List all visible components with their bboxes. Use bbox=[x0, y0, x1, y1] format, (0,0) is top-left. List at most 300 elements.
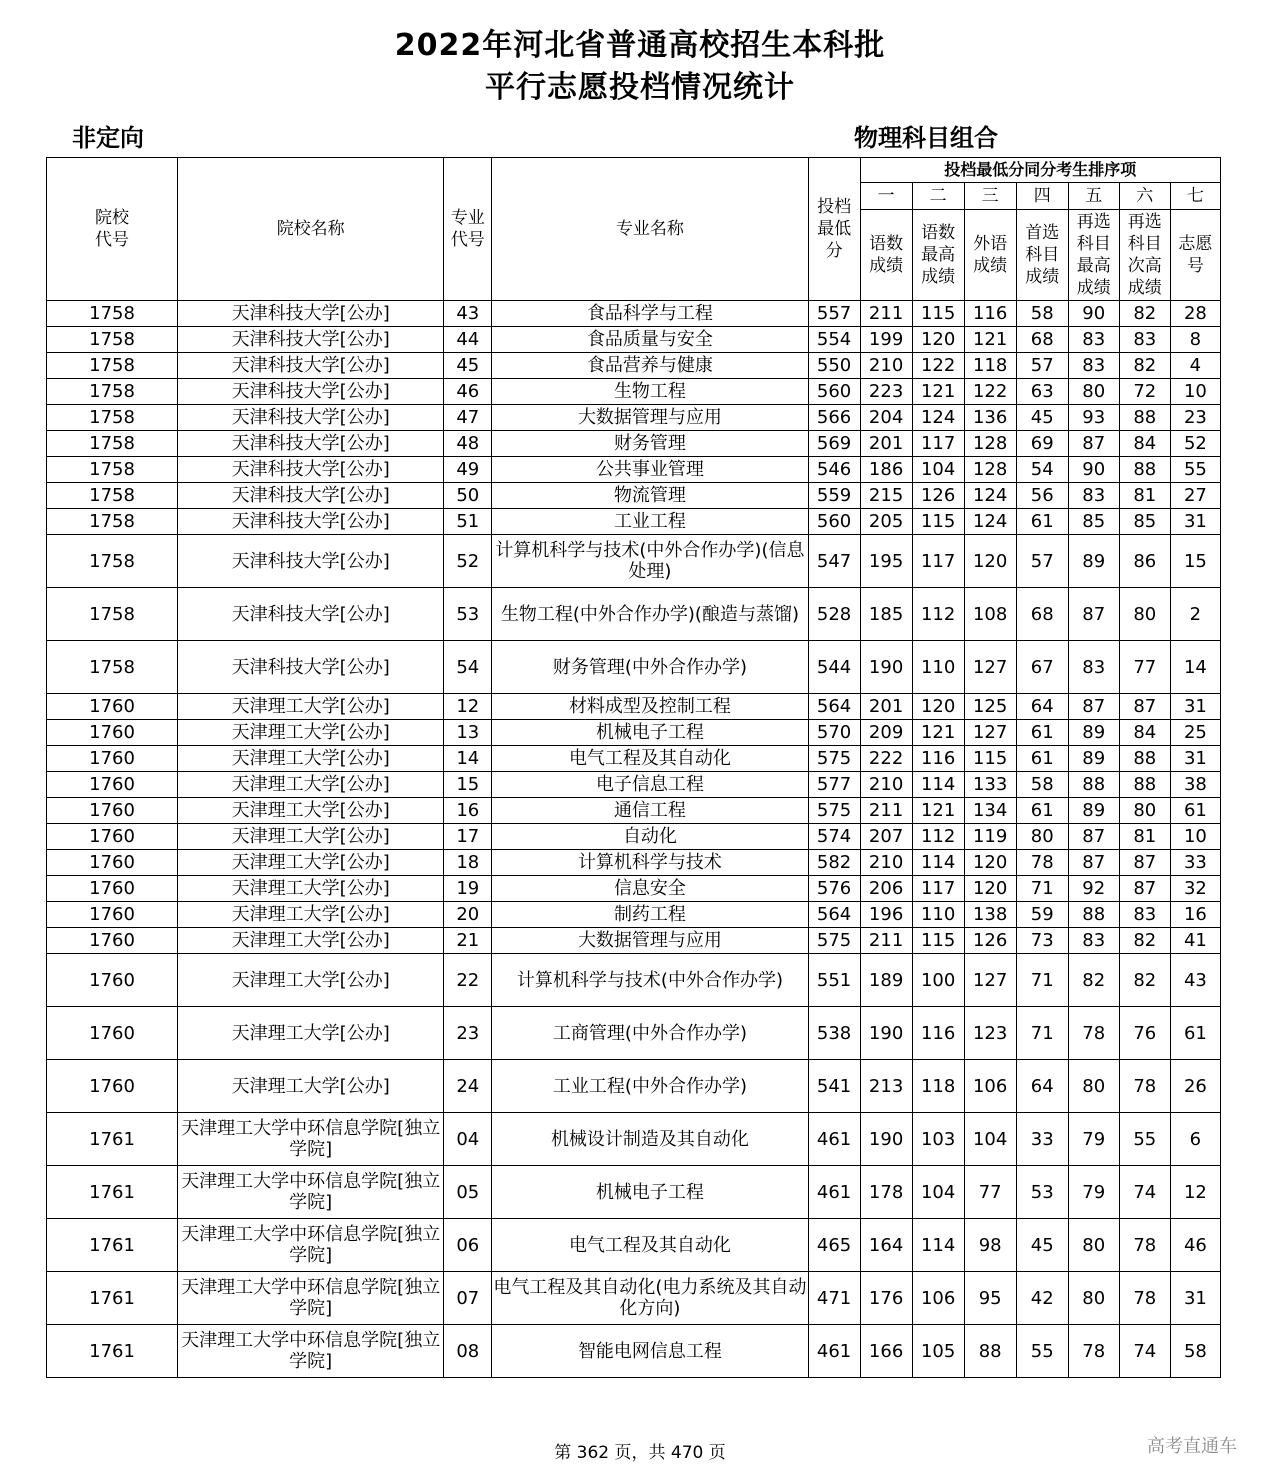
major-code-cell: 49 bbox=[444, 457, 492, 483]
major-name-cell: 财务管理 bbox=[492, 431, 808, 457]
major-name-cell: 食品科学与工程 bbox=[492, 301, 808, 327]
tiebreak-cell: 210 bbox=[860, 353, 912, 379]
tiebreak-cell: 55 bbox=[1016, 1325, 1068, 1378]
school-name-cell: 天津理工大学中环信息学院[独立学院] bbox=[178, 1113, 444, 1166]
school-code-cell: 1758 bbox=[47, 327, 178, 353]
tiebreak-cell: 103 bbox=[912, 1113, 964, 1166]
tiebreak-cell: 116 bbox=[912, 746, 964, 772]
tiebreak-cell: 87 bbox=[1119, 694, 1170, 720]
table-row bbox=[47, 928, 1221, 954]
tiebreak-cell: 6 bbox=[1170, 1113, 1220, 1166]
min-score-cell: 461 bbox=[808, 1166, 860, 1219]
major-name-cell: 材料成型及控制工程 bbox=[492, 694, 808, 720]
tiebreak-cell: 82 bbox=[1119, 954, 1170, 1007]
min-score-cell: 546 bbox=[808, 457, 860, 483]
major-code-cell: 46 bbox=[444, 379, 492, 405]
major-name-cell: 电气工程及其自动化 bbox=[492, 746, 808, 772]
min-score-cell: 559 bbox=[808, 483, 860, 509]
table-row bbox=[47, 431, 1221, 457]
tiebreak-cell: 10 bbox=[1170, 824, 1220, 850]
tiebreak-cell: 110 bbox=[912, 902, 964, 928]
tiebreak-cell: 190 bbox=[860, 1007, 912, 1060]
major-name-cell: 生物工程 bbox=[492, 379, 808, 405]
school-name-cell: 天津理工大学[公办] bbox=[178, 1060, 444, 1113]
table-row bbox=[47, 353, 1221, 379]
tiebreak-cell: 189 bbox=[860, 954, 912, 1007]
tiebreak-cell: 16 bbox=[1170, 902, 1220, 928]
major-code-cell: 17 bbox=[444, 824, 492, 850]
school-name-cell: 天津理工大学[公办] bbox=[178, 1007, 444, 1060]
tiebreak-cell: 199 bbox=[860, 327, 912, 353]
tiebreak-cell: 88 bbox=[964, 1325, 1016, 1378]
tiebreak-cell: 82 bbox=[1119, 928, 1170, 954]
tiebreak-cell: 213 bbox=[860, 1060, 912, 1113]
major-name-cell: 食品质量与安全 bbox=[492, 327, 808, 353]
min-score-cell: 465 bbox=[808, 1219, 860, 1272]
major-name-cell: 大数据管理与应用 bbox=[492, 928, 808, 954]
tiebreak-cell: 120 bbox=[912, 327, 964, 353]
table-row bbox=[47, 457, 1221, 483]
major-code-cell: 24 bbox=[444, 1060, 492, 1113]
table-row bbox=[47, 641, 1221, 694]
tiebreak-cell: 26 bbox=[1170, 1060, 1220, 1113]
tiebreak-cell: 133 bbox=[964, 772, 1016, 798]
min-score-cell: 564 bbox=[808, 694, 860, 720]
school-code-cell: 1761 bbox=[47, 1325, 178, 1378]
tiebreak-cell: 68 bbox=[1016, 588, 1068, 641]
tiebreak-cell: 92 bbox=[1068, 876, 1119, 902]
tiebreak-cell: 82 bbox=[1068, 954, 1119, 1007]
tiebreak-cell: 89 bbox=[1068, 535, 1119, 588]
header-num: 一 bbox=[860, 183, 912, 210]
page-footer: 第 362 页，共 470 页 bbox=[554, 1443, 726, 1463]
tiebreak-cell: 80 bbox=[1068, 379, 1119, 405]
tiebreak-cell: 45 bbox=[1016, 1219, 1068, 1272]
tiebreak-cell: 57 bbox=[1016, 353, 1068, 379]
min-score-cell: 471 bbox=[808, 1272, 860, 1325]
tiebreak-cell: 23 bbox=[1170, 405, 1220, 431]
tiebreak-cell: 201 bbox=[860, 694, 912, 720]
school-code-cell: 1760 bbox=[47, 746, 178, 772]
major-code-cell: 47 bbox=[444, 405, 492, 431]
tiebreak-cell: 78 bbox=[1016, 850, 1068, 876]
table-row bbox=[47, 746, 1221, 772]
tiebreak-cell: 46 bbox=[1170, 1219, 1220, 1272]
tiebreak-cell: 211 bbox=[860, 798, 912, 824]
tiebreak-cell: 74 bbox=[1119, 1325, 1170, 1378]
header-sub: 语数最高成绩 bbox=[912, 210, 964, 301]
tiebreak-cell: 127 bbox=[964, 641, 1016, 694]
major-name-cell: 食品营养与健康 bbox=[492, 353, 808, 379]
header-school-code: 院校代号 bbox=[47, 158, 178, 301]
tiebreak-cell: 87 bbox=[1119, 876, 1170, 902]
tiebreak-cell: 126 bbox=[912, 483, 964, 509]
tiebreak-cell: 55 bbox=[1119, 1113, 1170, 1166]
tiebreak-cell: 223 bbox=[860, 379, 912, 405]
tiebreak-cell: 31 bbox=[1170, 1272, 1220, 1325]
major-code-cell: 21 bbox=[444, 928, 492, 954]
tiebreak-cell: 93 bbox=[1068, 405, 1119, 431]
tiebreak-cell: 58 bbox=[1016, 301, 1068, 327]
tiebreak-cell: 12 bbox=[1170, 1166, 1220, 1219]
tiebreak-cell: 77 bbox=[964, 1166, 1016, 1219]
tiebreak-cell: 89 bbox=[1068, 798, 1119, 824]
tiebreak-cell: 33 bbox=[1016, 1113, 1068, 1166]
tiebreak-cell: 80 bbox=[1016, 824, 1068, 850]
tiebreak-cell: 120 bbox=[912, 694, 964, 720]
tiebreak-cell: 83 bbox=[1119, 902, 1170, 928]
table-row bbox=[47, 850, 1221, 876]
tiebreak-cell: 120 bbox=[964, 876, 1016, 902]
tiebreak-cell: 68 bbox=[1016, 327, 1068, 353]
tiebreak-cell: 54 bbox=[1016, 457, 1068, 483]
tiebreak-cell: 210 bbox=[860, 772, 912, 798]
tiebreak-cell: 110 bbox=[912, 641, 964, 694]
major-code-cell: 53 bbox=[444, 588, 492, 641]
major-name-cell: 电气工程及其自动化 bbox=[492, 1219, 808, 1272]
table-row bbox=[47, 379, 1221, 405]
major-name-cell: 生物工程(中外合作办学)(酿造与蒸馏) bbox=[492, 588, 808, 641]
tiebreak-cell: 122 bbox=[964, 379, 1016, 405]
tiebreak-cell: 105 bbox=[912, 1325, 964, 1378]
tiebreak-cell: 115 bbox=[912, 928, 964, 954]
min-score-cell: 461 bbox=[808, 1113, 860, 1166]
tiebreak-cell: 85 bbox=[1119, 509, 1170, 535]
tiebreak-cell: 222 bbox=[860, 746, 912, 772]
tiebreak-cell: 31 bbox=[1170, 746, 1220, 772]
tiebreak-cell: 128 bbox=[964, 431, 1016, 457]
tiebreak-cell: 14 bbox=[1170, 641, 1220, 694]
header-major-code: 专业代号 bbox=[444, 158, 492, 301]
tiebreak-cell: 206 bbox=[860, 876, 912, 902]
header-num: 三 bbox=[964, 183, 1016, 210]
header-sub: 语数成绩 bbox=[860, 210, 912, 301]
tiebreak-cell: 124 bbox=[964, 483, 1016, 509]
tiebreak-cell: 124 bbox=[964, 509, 1016, 535]
school-code-cell: 1760 bbox=[47, 954, 178, 1007]
tiebreak-cell: 63 bbox=[1016, 379, 1068, 405]
school-code-cell: 1758 bbox=[47, 301, 178, 327]
header-min-score: 投档最低分 bbox=[808, 158, 860, 301]
tiebreak-cell: 118 bbox=[912, 1060, 964, 1113]
tiebreak-cell: 88 bbox=[1068, 772, 1119, 798]
tiebreak-cell: 78 bbox=[1068, 1325, 1119, 1378]
tiebreak-cell: 88 bbox=[1119, 457, 1170, 483]
min-score-cell: 547 bbox=[808, 535, 860, 588]
school-name-cell: 天津科技大学[公办] bbox=[178, 379, 444, 405]
tiebreak-cell: 104 bbox=[912, 457, 964, 483]
header-num: 二 bbox=[912, 183, 964, 210]
school-code-cell: 1760 bbox=[47, 694, 178, 720]
tiebreak-cell: 64 bbox=[1016, 1060, 1068, 1113]
tiebreak-cell: 76 bbox=[1119, 1007, 1170, 1060]
watermark: 高考直通车 bbox=[1147, 1436, 1237, 1457]
tiebreak-cell: 43 bbox=[1170, 954, 1220, 1007]
school-code-cell: 1758 bbox=[47, 431, 178, 457]
tiebreak-cell: 195 bbox=[860, 535, 912, 588]
major-code-cell: 54 bbox=[444, 641, 492, 694]
tiebreak-cell: 83 bbox=[1068, 353, 1119, 379]
school-name-cell: 天津理工大学[公办] bbox=[178, 876, 444, 902]
school-code-cell: 1758 bbox=[47, 405, 178, 431]
school-name-cell: 天津理工大学[公办] bbox=[178, 902, 444, 928]
tiebreak-cell: 117 bbox=[912, 431, 964, 457]
major-code-cell: 12 bbox=[444, 694, 492, 720]
tiebreak-cell: 61 bbox=[1016, 720, 1068, 746]
category-label: 非定向 bbox=[72, 124, 144, 152]
tiebreak-cell: 53 bbox=[1016, 1166, 1068, 1219]
school-code-cell: 1758 bbox=[47, 509, 178, 535]
school-code-cell: 1760 bbox=[47, 798, 178, 824]
table-row bbox=[47, 876, 1221, 902]
tiebreak-cell: 8 bbox=[1170, 327, 1220, 353]
tiebreak-cell: 127 bbox=[964, 954, 1016, 1007]
tiebreak-cell: 121 bbox=[912, 720, 964, 746]
tiebreak-cell: 121 bbox=[912, 798, 964, 824]
school-code-cell: 1758 bbox=[47, 379, 178, 405]
major-name-cell: 智能电网信息工程 bbox=[492, 1325, 808, 1378]
school-name-cell: 天津科技大学[公办] bbox=[178, 301, 444, 327]
page-title-line-1: 2022年河北省普通高校招生本科批 bbox=[394, 28, 886, 63]
school-name-cell: 天津科技大学[公办] bbox=[178, 353, 444, 379]
school-name-cell: 天津科技大学[公办] bbox=[178, 405, 444, 431]
tiebreak-cell: 89 bbox=[1068, 746, 1119, 772]
tiebreak-cell: 127 bbox=[964, 720, 1016, 746]
min-score-cell: 574 bbox=[808, 824, 860, 850]
tiebreak-cell: 185 bbox=[860, 588, 912, 641]
school-code-cell: 1758 bbox=[47, 641, 178, 694]
tiebreak-cell: 61 bbox=[1170, 798, 1220, 824]
major-name-cell: 电气工程及其自动化(电力系统及其自动化方向) bbox=[492, 1272, 808, 1325]
tiebreak-cell: 72 bbox=[1119, 379, 1170, 405]
header-num: 六 bbox=[1119, 183, 1170, 210]
table-row bbox=[47, 483, 1221, 509]
tiebreak-cell: 57 bbox=[1016, 535, 1068, 588]
table-row bbox=[47, 301, 1221, 327]
school-code-cell: 1758 bbox=[47, 483, 178, 509]
tiebreak-cell: 28 bbox=[1170, 301, 1220, 327]
school-code-cell: 1760 bbox=[47, 824, 178, 850]
min-score-cell: 575 bbox=[808, 798, 860, 824]
tiebreak-cell: 104 bbox=[912, 1166, 964, 1219]
tiebreak-cell: 126 bbox=[964, 928, 1016, 954]
tiebreak-cell: 41 bbox=[1170, 928, 1220, 954]
major-name-cell: 计算机科学与技术 bbox=[492, 850, 808, 876]
major-name-cell: 机械设计制造及其自动化 bbox=[492, 1113, 808, 1166]
major-name-cell: 工业工程(中外合作办学) bbox=[492, 1060, 808, 1113]
header-num: 四 bbox=[1016, 183, 1068, 210]
tiebreak-cell: 205 bbox=[860, 509, 912, 535]
tiebreak-cell: 86 bbox=[1119, 535, 1170, 588]
school-name-cell: 天津理工大学[公办] bbox=[178, 720, 444, 746]
school-name-cell: 天津理工大学中环信息学院[独立学院] bbox=[178, 1272, 444, 1325]
major-name-cell: 工业工程 bbox=[492, 509, 808, 535]
tiebreak-cell: 196 bbox=[860, 902, 912, 928]
tiebreak-cell: 45 bbox=[1016, 405, 1068, 431]
major-code-cell: 20 bbox=[444, 902, 492, 928]
school-code-cell: 1758 bbox=[47, 535, 178, 588]
table-row bbox=[47, 824, 1221, 850]
major-code-cell: 44 bbox=[444, 327, 492, 353]
tiebreak-cell: 201 bbox=[860, 431, 912, 457]
min-score-cell: 528 bbox=[808, 588, 860, 641]
tiebreak-cell: 116 bbox=[912, 1007, 964, 1060]
major-code-cell: 13 bbox=[444, 720, 492, 746]
tiebreak-cell: 78 bbox=[1068, 1007, 1119, 1060]
major-name-cell: 通信工程 bbox=[492, 798, 808, 824]
min-score-cell: 576 bbox=[808, 876, 860, 902]
table-row bbox=[47, 954, 1221, 1007]
major-name-cell: 物流管理 bbox=[492, 483, 808, 509]
school-code-cell: 1760 bbox=[47, 928, 178, 954]
tiebreak-cell: 125 bbox=[964, 694, 1016, 720]
tiebreak-cell: 114 bbox=[912, 772, 964, 798]
header-sub: 再选科目次高成绩 bbox=[1119, 210, 1170, 301]
tiebreak-cell: 178 bbox=[860, 1166, 912, 1219]
tiebreak-cell: 83 bbox=[1119, 327, 1170, 353]
major-name-cell: 工商管理(中外合作办学) bbox=[492, 1007, 808, 1060]
table-row bbox=[47, 694, 1221, 720]
tiebreak-cell: 115 bbox=[912, 301, 964, 327]
tiebreak-cell: 78 bbox=[1119, 1219, 1170, 1272]
tiebreak-cell: 15 bbox=[1170, 535, 1220, 588]
header-num: 五 bbox=[1068, 183, 1119, 210]
tiebreak-cell: 87 bbox=[1068, 850, 1119, 876]
tiebreak-cell: 78 bbox=[1119, 1272, 1170, 1325]
school-name-cell: 天津科技大学[公办] bbox=[178, 457, 444, 483]
tiebreak-cell: 27 bbox=[1170, 483, 1220, 509]
table-row bbox=[47, 509, 1221, 535]
tiebreak-cell: 186 bbox=[860, 457, 912, 483]
major-code-cell: 07 bbox=[444, 1272, 492, 1325]
tiebreak-cell: 210 bbox=[860, 850, 912, 876]
tiebreak-cell: 190 bbox=[860, 641, 912, 694]
min-score-cell: 560 bbox=[808, 379, 860, 405]
table-row bbox=[47, 1325, 1221, 1378]
major-code-cell: 51 bbox=[444, 509, 492, 535]
major-name-cell: 计算机科学与技术(中外合作办学) bbox=[492, 954, 808, 1007]
tiebreak-cell: 42 bbox=[1016, 1272, 1068, 1325]
tiebreak-cell: 10 bbox=[1170, 379, 1220, 405]
tiebreak-cell: 71 bbox=[1016, 954, 1068, 1007]
major-code-cell: 15 bbox=[444, 772, 492, 798]
tiebreak-cell: 89 bbox=[1068, 720, 1119, 746]
tiebreak-cell: 87 bbox=[1068, 824, 1119, 850]
tiebreak-cell: 56 bbox=[1016, 483, 1068, 509]
table-row bbox=[47, 902, 1221, 928]
school-code-cell: 1761 bbox=[47, 1272, 178, 1325]
table-row bbox=[47, 327, 1221, 353]
page-title-line-2: 平行志愿投档情况统计 bbox=[485, 70, 795, 105]
tiebreak-cell: 215 bbox=[860, 483, 912, 509]
major-code-cell: 50 bbox=[444, 483, 492, 509]
major-name-cell: 财务管理(中外合作办学) bbox=[492, 641, 808, 694]
min-score-cell: 575 bbox=[808, 928, 860, 954]
tiebreak-cell: 90 bbox=[1068, 301, 1119, 327]
major-code-cell: 18 bbox=[444, 850, 492, 876]
tiebreak-cell: 31 bbox=[1170, 509, 1220, 535]
school-name-cell: 天津科技大学[公办] bbox=[178, 509, 444, 535]
tiebreak-cell: 55 bbox=[1170, 457, 1220, 483]
school-code-cell: 1760 bbox=[47, 720, 178, 746]
min-score-cell: 582 bbox=[808, 850, 860, 876]
tiebreak-cell: 64 bbox=[1016, 694, 1068, 720]
table-row bbox=[47, 405, 1221, 431]
school-name-cell: 天津理工大学[公办] bbox=[178, 954, 444, 1007]
tiebreak-cell: 83 bbox=[1068, 928, 1119, 954]
table-row bbox=[47, 1060, 1221, 1113]
min-score-cell: 541 bbox=[808, 1060, 860, 1113]
tiebreak-cell: 85 bbox=[1068, 509, 1119, 535]
school-name-cell: 天津理工大学[公办] bbox=[178, 746, 444, 772]
tiebreak-cell: 115 bbox=[964, 746, 1016, 772]
major-name-cell: 计算机科学与技术(中外合作办学)(信息处理) bbox=[492, 535, 808, 588]
header-num: 七 bbox=[1170, 183, 1220, 210]
tiebreak-cell: 204 bbox=[860, 405, 912, 431]
tiebreak-cell: 120 bbox=[964, 850, 1016, 876]
tiebreak-cell: 79 bbox=[1068, 1166, 1119, 1219]
school-code-cell: 1760 bbox=[47, 1060, 178, 1113]
school-code-cell: 1760 bbox=[47, 902, 178, 928]
school-name-cell: 天津理工大学中环信息学院[独立学院] bbox=[178, 1219, 444, 1272]
school-name-cell: 天津科技大学[公办] bbox=[178, 588, 444, 641]
tiebreak-cell: 58 bbox=[1016, 772, 1068, 798]
tiebreak-cell: 71 bbox=[1016, 876, 1068, 902]
tiebreak-cell: 100 bbox=[912, 954, 964, 1007]
school-code-cell: 1761 bbox=[47, 1219, 178, 1272]
tiebreak-cell: 71 bbox=[1016, 1007, 1068, 1060]
major-code-cell: 16 bbox=[444, 798, 492, 824]
tiebreak-cell: 88 bbox=[1119, 772, 1170, 798]
tiebreak-cell: 211 bbox=[860, 928, 912, 954]
school-name-cell: 天津理工大学[公办] bbox=[178, 824, 444, 850]
school-code-cell: 1761 bbox=[47, 1113, 178, 1166]
school-name-cell: 天津科技大学[公办] bbox=[178, 327, 444, 353]
header-sub: 志愿号 bbox=[1170, 210, 1220, 301]
tiebreak-cell: 138 bbox=[964, 902, 1016, 928]
school-name-cell: 天津理工大学[公办] bbox=[178, 928, 444, 954]
tiebreak-cell: 59 bbox=[1016, 902, 1068, 928]
tiebreak-cell: 79 bbox=[1068, 1113, 1119, 1166]
tiebreak-cell: 80 bbox=[1119, 798, 1170, 824]
major-code-cell: 22 bbox=[444, 954, 492, 1007]
tiebreak-cell: 74 bbox=[1119, 1166, 1170, 1219]
tiebreak-cell: 73 bbox=[1016, 928, 1068, 954]
tiebreak-cell: 87 bbox=[1068, 588, 1119, 641]
min-score-cell: 461 bbox=[808, 1325, 860, 1378]
major-code-cell: 45 bbox=[444, 353, 492, 379]
min-score-cell: 569 bbox=[808, 431, 860, 457]
tiebreak-cell: 136 bbox=[964, 405, 1016, 431]
tiebreak-cell: 81 bbox=[1119, 824, 1170, 850]
header-school-name: 院校名称 bbox=[178, 158, 444, 301]
tiebreak-cell: 209 bbox=[860, 720, 912, 746]
min-score-cell: 557 bbox=[808, 301, 860, 327]
major-code-cell: 43 bbox=[444, 301, 492, 327]
tiebreak-cell: 61 bbox=[1016, 798, 1068, 824]
school-code-cell: 1760 bbox=[47, 772, 178, 798]
tiebreak-cell: 83 bbox=[1068, 641, 1119, 694]
school-name-cell: 天津理工大学[公办] bbox=[178, 772, 444, 798]
school-code-cell: 1758 bbox=[47, 457, 178, 483]
major-code-cell: 19 bbox=[444, 876, 492, 902]
tiebreak-cell: 84 bbox=[1119, 720, 1170, 746]
subject-combination-label: 物理科目组合 bbox=[854, 124, 998, 152]
tiebreak-cell: 108 bbox=[964, 588, 1016, 641]
min-score-cell: 577 bbox=[808, 772, 860, 798]
header-tiebreak-group: 投档最低分同分考生排序项 bbox=[860, 158, 1220, 183]
table-row bbox=[47, 535, 1221, 588]
